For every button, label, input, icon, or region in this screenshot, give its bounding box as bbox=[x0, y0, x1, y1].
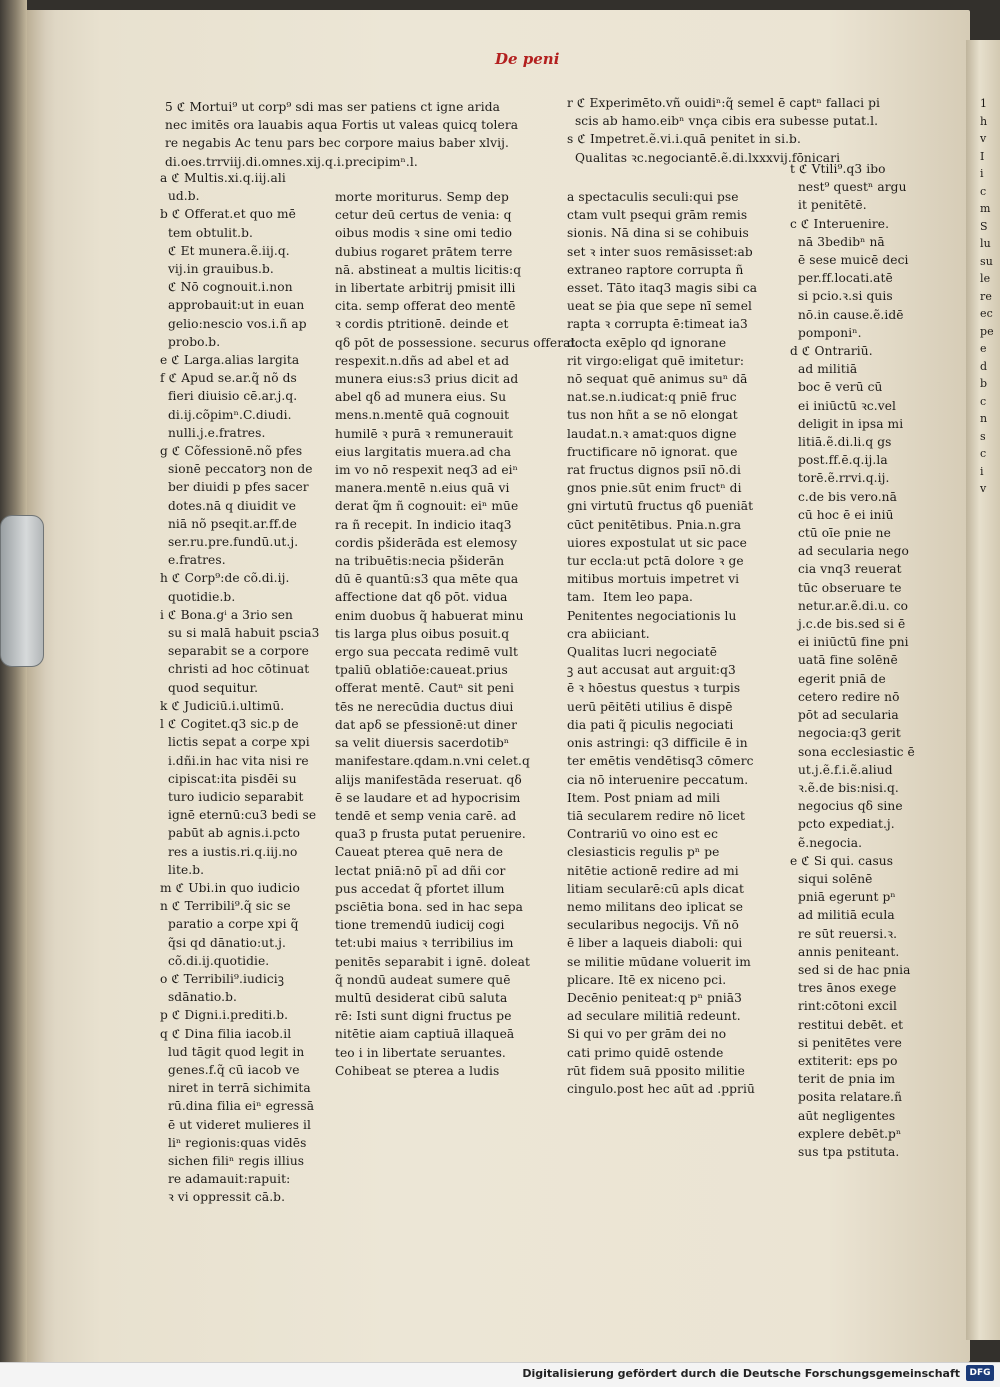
gloss-top-left: 5 ℭ Mortui⁹ ut corp⁹ sdi mas ser patiens ct igne arida nec imitēs ora lauabis aqua Fortis ut valeas quicq tolera re negabis Ac tenu pars bec corpore maius baber xlvij. di.oes.trrviij.di.omnes.xij.q.i.precipimⁿ.l. bbox=[165, 100, 519, 169]
facing-page-text: 1 h v I i c m S lu su le re ec pe e d b c n s c i v bbox=[980, 97, 994, 495]
gloss-column-right: t ℭ Vtili⁹.q3 ibo nest⁹ questⁿ argu it penitētē. c ℭ Interuenire. nā 3bedibⁿ nā ē sese muicē deci per.ff.locati.atē si pcio.ꝛ.si quis nō.in cause.ẽ.idē pomponiⁿ. d ℭ Ontrariū. ad militiā boc ē verū cū ei iniūctū ꝛc.vel deligit in ipsa mi litiā.ẽ.di.li.q gs post.ff.ē.q.ij.la torē.ẽ.rrvi.q.ij. c.de bis vero.nā cū hoc ē ei iniū ctū oīe pnie ne ad secularia nego cia vnq3 reuerat tūc obseruare te netur.ar.ẽ.di.u. co j.c.de bis.sed si ē ei iniūctū fine pni uatā fine solēnē egerit pniā de cetero redire nō pōt ad secularia negocia:q3 gerit sona ecclesiastic ē ut.j.ẽ.f.i.ẽ.aliud ꝛ.ẽ.de bis:nisi.q. negocius qδ sine pcto expediat.j. ẽ.negocia. e ℭ Si qui. casus siqui solēnē pniā egerunt pⁿ ad militiā ecula re sūt reuersi.ꝛ. annis peniteant. sed si de hac pnia tres ānos exege rint:cōtoni excil restitui debēt. et si penitētes vere extiterit: eps po terit de pnia im posita relatare.ñ aūt negligentes explere debēt.pⁿ sus tpa pstituta. bbox=[790, 162, 915, 1159]
page-clip bbox=[0, 515, 44, 667]
page-gutter bbox=[25, 10, 55, 1362]
text-column-second: a spectaculis seculi:qui pse ctam vult psequi grām remis sionis. Nā dina si se cohibuis set ꝛ inter suos remāsisset:ab extraneo raptore corrupta ñ esset. Tāto itaq3 magis sibi ca ueat se ṗia que sepe nī semel rapta ꝛ corrupta ē:timeat ia3 docta exēplo qd ignorane rit virgo:eligat quē imitetur: nō sequat quē animus suⁿ dā nat.se.n.iudicat:q pniē fruc tus non hñt a se nō elongat laudat.n.ꝛ amat:quos digne fructificare nō ignorat. que rat fructus dignos psiī nō.di gnos pnie.sūt enim fructⁿ di gni virtutū fructus qδ pueniāt cūct penitētibus. Pnia.n.gra uiores expostulat ut sic pace tur eccla:ut pctā dolore ꝛ ge mitibus mortuis impetret vi tam. Item leo papa. Penitentes negociationis lu cra abiiciant. Qualitas lucri negociatē ꝫ aut accusat aut arguit:q3 ē ꝛ hōestus questus ꝛ turpis uerū pēitēti utilius ē dispē dia pati q̃ piculis negociati onis astringi: q3 difficile ē in ter emētis vendētisq3 cōmerc cia nō interuenire peccatum. Item. Post pniam ad mili tiā secularem redire nō licet Contrariū vo oino est ec clesiasticis regulis pⁿ pe nitētie actionē redire ad mi litiam secularē:cū apls dicat nemo militans deo iplicat se secularibus negocijs. Vñ nō ē liber a laqueis diaboli: qui se militie mūdane voluerit im plicare. Itē ex niceno pci. Decēnio peniteat:q pⁿ pniā3 ad seculare militiā redeunt. Si qui vo per grām dei no cati primo quidē ostende rūt fidem suā pposito militie cingulo.post hec aūt ad .ppriū bbox=[567, 190, 758, 1096]
text-column-main: morte moriturus. Semp dep cetur deū certus de venia: q oibus modis ꝛ sine omi tedio dubius rogaret prātem terre nā. abstineat a multis licitis:q in libertate arbitrij pmisit illi cita. semp offerat deo mentē ꝛ cordis ptritionē. deinde et qδ pōt de possessione. securus offerat. respexit.n.dñs ad abel et ad munera eius:s3 prius dicit ad abel qδ ad munera eius. Su mens.n.mentē quā cognouit humilē ꝛ purā ꝛ remunerauit eius largitatis muera.ad cha im vo nō respexit neq3 ad eiⁿ manera.mentē n.eius quā vi derat q̃m ñ cognouit: eiⁿ mūe ra ñ recepit. In indicio itaq3 cordis pšiderāda est elemosy na tribuētis:necia pšiderān dū ē quantū:s3 qua mēte qua affectione dat qδ pōt. vidua enim duobus q̃ habuerat minu tis larga plus oibus posuit.q ergo sua peccata redimē vult tpaliū oblatiōe:caueat.prius offerat mentē. Cautⁿ sit peni tēs ne nerecūdia ductus diui dat apδ se pfessionē:ut diner sa velit diuersis sacerdotibⁿ manifestare.qdam.n.vni celet.q alijs manifestāda reseruat. qδ ē se laudare et ad hypocrisim tendē et semp venia carē. ad qua3 p frusta putat peruenire. Caueat pterea quē nera de lectat pniā:nō pῑ ad dñi cor pus accedat q̃ pfortet illum psciētia bona. sed in hac sepa tione tremendū iudicij cogi tet:ubi maius ꝛ terribilius im penitēs separabit i ignē. doleat q̃ nondū audeat sumere quē multū desiderat cibū saluta rē: Isti sunt digni fructus pe nitētie aiam captiuā illaqueā teo i in libertate seruantes. Cohibeat se pterea a ludis bbox=[335, 190, 580, 1078]
gloss-column-left: a ℭ Multis.xi.q.iij.ali ud.b. b ℭ Offerat.et quo mē tem obtulit.b. ℭ Et munera.ẽ.iij.q. vij.in grauibus.b. ℭ Nō cognouit.i.non approbauit:ut in euan gelio:nescio vos.i.ñ ap probo.b. e ℭ Larga.alias largita f ℭ Apud se.ar.q̃ nõ ds fieri diuisio cē.ar.j.q. di.ij.cõpimⁿ.C.diudi. nulli.j.e.fratres. g ℭ Cõfessionē.nõ pfes sionē peccatorꝫ non de ber diuidi p pfes sacer dotes.nā q diuidit ve niā nõ pseqit.ar.ff.de ser.ru.pre.fundū.ut.j. e.fratres. h ℭ Corp⁹:de cõ.di.ij. quotidie.b. i ℭ Bona.gⁱ a 3rio sen su si malā habuit pscia3 separabit se a corpore christi ad hoc cōtinuat quod sequitur. k ℭ Judiciū.i.ultimū. l ℭ Cogitet.q3 sic.p de lictis sepat a corpe xpi i.dñi.in hac vita nisi re cipiscat:ita pisdēi su turo iudicio separabit ignē eternū:cu3 bedi se pabūt ab agnis.i.pcto res a iustis.ri.q.iij.no lite.b. m ℭ Ubi.in quo iudicio n ℭ Terribili⁹.q̃ sic se paratio a corpe xpi q̃ q̃si qd dānatio:ut.j. cõ.di.ij.quotidie. o ℭ Terribili⁹.iudiciꝫ sdānatio.b. p ℭ Digni.i.prediti.b. q ℭ Dina filia iacob.il lud tāgit quod legit in genes.f.q̃ cū iacob ve niret in terrā sichimita rū.dina filia eiⁿ egressā ē ut videret mulieres il liⁿ regionis:quas vidēs sichen filiⁿ regis illius re adamauit:rapuit: ꝛ vi oppressit cā.b. bbox=[160, 171, 320, 1205]
dfg-logo: DFG bbox=[966, 1365, 994, 1381]
book-spine bbox=[0, 0, 27, 1386]
gloss-top-right: r ℭ Experimēto.vñ ouidiⁿ:q̃ semel ē captⁿ fallaci pi scis ab hamo.eibⁿ vnça cibis era subesse putat.l. s ℭ Impetret.ẽ.vi.i.quā penitet in si.b. Qualitas ꝛc.negociantē.ẽ.di.lxxxvij.fōnicari bbox=[567, 96, 881, 165]
footer-credit: Digitalisierung gefördert durch die Deutsche Forschungsgemeinschaft bbox=[522, 1367, 960, 1380]
running-head: De peni bbox=[495, 50, 560, 68]
